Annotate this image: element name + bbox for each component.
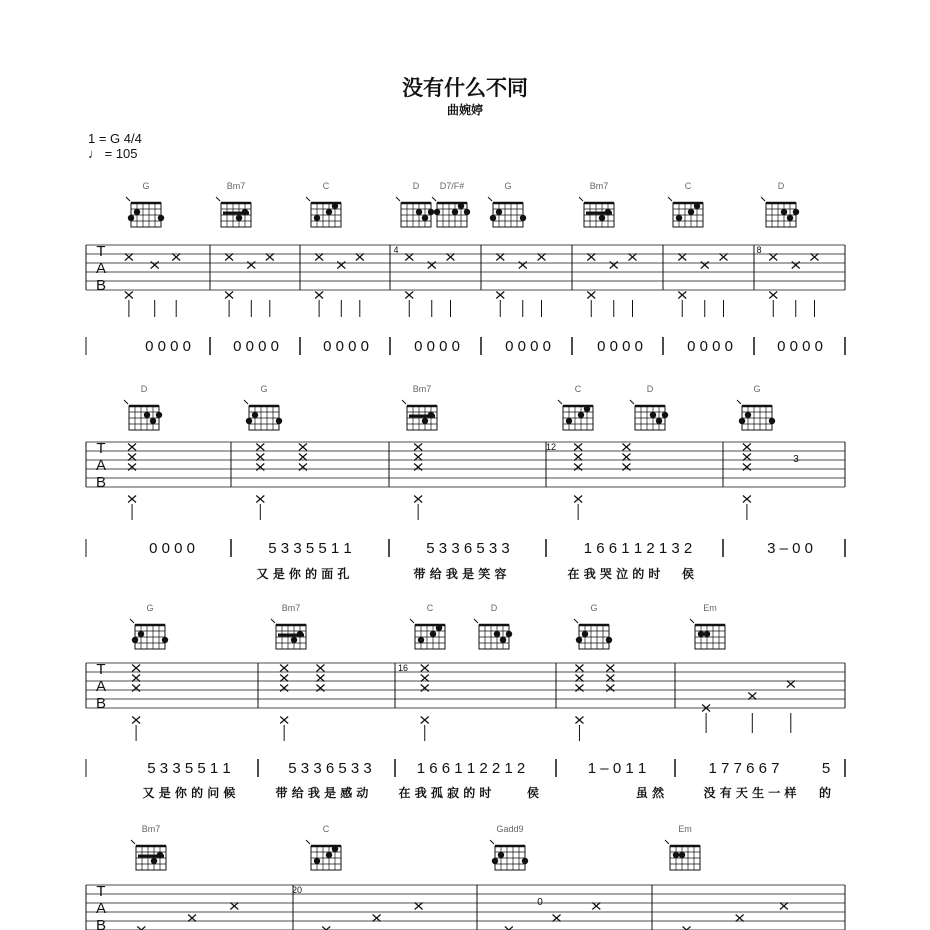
chord-name: G xyxy=(142,181,150,191)
chord-dot xyxy=(252,412,258,418)
chord-mute-mark xyxy=(665,840,669,844)
chord-dot xyxy=(458,203,464,209)
chord-dot xyxy=(576,637,582,643)
chord-diagram-em-5 xyxy=(690,603,725,649)
numbered-notation-measure: 0 0 0 0 xyxy=(597,338,643,355)
chord-name: G xyxy=(146,603,154,613)
bar-number: 16 xyxy=(397,663,409,673)
chord-dot xyxy=(673,852,679,858)
chord-mute-mark xyxy=(216,197,220,201)
chord-dot xyxy=(793,209,799,215)
chord-mute-mark xyxy=(690,619,694,623)
chord-mute-mark xyxy=(761,197,765,201)
numbered-notation-measure: 0 0 0 0 xyxy=(414,338,460,355)
lyric-line: 虽 然 xyxy=(635,786,665,800)
chord-dot xyxy=(787,215,793,221)
tab-clef-b: B xyxy=(95,277,107,294)
chord-mute-mark xyxy=(244,400,248,404)
chord-dot xyxy=(494,631,500,637)
chord-name: Em xyxy=(678,824,692,834)
chord-name: C xyxy=(322,824,330,834)
chord-dot xyxy=(326,852,332,858)
chord-mute-mark xyxy=(488,197,492,201)
chord-mute-mark xyxy=(574,619,578,623)
chord-dot xyxy=(500,637,506,643)
lyric-line: 带 给 我 是 笑 容 xyxy=(413,567,507,581)
chord-dot xyxy=(688,209,694,215)
numbered-notation-measure: 5 3 3 6 5 3 3 xyxy=(288,760,372,777)
chord-diagram-c-1 xyxy=(306,824,341,870)
chord-dot xyxy=(506,631,512,637)
chord-diagram-d-8 xyxy=(761,181,799,227)
tab-clef-t: T xyxy=(96,661,106,678)
numbered-notation-measure: 0 0 0 0 xyxy=(233,338,279,355)
chord-name: D7/F# xyxy=(439,181,465,191)
chord-dot xyxy=(291,637,297,643)
lyric-line: 侯 xyxy=(681,567,695,581)
chord-dot xyxy=(676,215,682,221)
chord-dot xyxy=(156,412,162,418)
chord-dot xyxy=(236,215,242,221)
chord-name: C xyxy=(322,181,330,191)
chord-dot xyxy=(520,215,526,221)
lyric-line: 没 有 天 生 一 样 xyxy=(703,786,797,800)
chord-dot xyxy=(694,203,700,209)
chord-dot xyxy=(332,846,338,852)
tab-clef-a: A xyxy=(95,900,107,917)
chord-name: G xyxy=(590,603,598,613)
numbered-notation-measure: 1 – 0 1 1 xyxy=(587,760,647,777)
chord-dot xyxy=(150,418,156,424)
chord-dot xyxy=(698,631,704,637)
numbered-notation-measure: 0 0 0 0 xyxy=(777,338,823,355)
tab-clef-a: A xyxy=(95,457,107,474)
bar-number: 20 xyxy=(291,885,303,895)
chord-diagram-g-5 xyxy=(488,181,526,227)
chord-dot xyxy=(679,852,685,858)
chord-dot xyxy=(428,412,434,418)
song-title: 没有什么不同 xyxy=(402,76,528,100)
chord-mute-mark xyxy=(271,619,275,623)
chord-name: Bm7 xyxy=(589,181,609,191)
lyric-line: 侯 xyxy=(526,786,540,800)
chord-dot xyxy=(162,637,168,643)
chord-dot xyxy=(151,858,157,864)
chord-name: Bm7 xyxy=(412,384,432,394)
key-signature: 1 = G 4/4 xyxy=(88,131,142,146)
chord-dot xyxy=(566,418,572,424)
lyric-line: 在 我 孤 寂 的 时 xyxy=(398,786,492,800)
chord-dot xyxy=(314,858,320,864)
chord-mute-mark xyxy=(558,400,562,404)
chord-diagram-d7f-4 xyxy=(432,181,470,227)
chord-dot xyxy=(430,631,436,637)
chord-mute-mark xyxy=(432,197,436,201)
chord-diagram-bm7-0 xyxy=(131,824,166,870)
chord-diagram-c-3 xyxy=(558,384,593,430)
numbered-notation-measure: 3 – 0 0 xyxy=(767,540,813,557)
numbered-notation-measure: 5 3 3 6 5 3 3 xyxy=(426,540,510,557)
numbered-notation-measure: 1 6 6 1 1 2 1 3 2 xyxy=(583,540,693,557)
chord-dot xyxy=(326,209,332,215)
chord-name: Bm7 xyxy=(226,181,246,191)
chord-name: D xyxy=(777,181,785,191)
chord-dot xyxy=(418,637,424,643)
bar-number: 4 xyxy=(393,245,399,255)
chord-dot xyxy=(436,625,442,631)
chord-diagram-g-4 xyxy=(574,603,612,649)
chord-dot xyxy=(769,418,775,424)
tab-clef-a: A xyxy=(95,260,107,277)
lyric-line: 又 是 你 的 问 候 xyxy=(142,786,236,800)
tab-clef-t: T xyxy=(96,440,106,457)
chord-dot xyxy=(656,418,662,424)
chord-name: Em xyxy=(703,603,717,613)
chord-diagram-c-2 xyxy=(306,181,341,227)
chord-dot xyxy=(428,209,434,215)
chord-dot xyxy=(138,631,144,637)
chord-diagram-c-2 xyxy=(410,603,445,649)
chord-name: C xyxy=(684,181,692,191)
chord-dot xyxy=(157,852,163,858)
numbered-notation-measure: 5 xyxy=(821,760,831,777)
chord-mute-mark xyxy=(131,840,135,844)
chord-diagram-g-0 xyxy=(130,603,168,649)
lyric-line: 的 xyxy=(818,786,832,800)
chord-diagram-gadd9-2 xyxy=(490,824,528,870)
bar-number: 8 xyxy=(756,245,762,255)
tab-clef-b: B xyxy=(95,917,107,930)
chord-dot xyxy=(246,418,252,424)
tab-fret-number: 3 xyxy=(793,454,799,465)
numbered-notation-measure: 0 0 0 0 xyxy=(323,338,369,355)
chord-dot xyxy=(605,209,611,215)
chord-name: Bm7 xyxy=(141,824,161,834)
chord-mute-mark xyxy=(306,840,310,844)
chord-dot xyxy=(599,215,605,221)
chord-name: G xyxy=(753,384,761,394)
chord-dot xyxy=(496,209,502,215)
numbered-notation-measure: 5 3 3 5 5 1 1 xyxy=(268,540,352,557)
chord-dot xyxy=(578,412,584,418)
chord-dot xyxy=(158,215,164,221)
lyric-line: 带 给 我 是 感 动 xyxy=(275,786,369,800)
chord-dot xyxy=(739,418,745,424)
tab-clef-t: T xyxy=(96,883,106,900)
tab-clef-t: T xyxy=(96,243,106,260)
song-artist: 曲婉婷 xyxy=(446,103,483,117)
chord-mute-mark xyxy=(737,400,741,404)
chord-mute-mark xyxy=(396,197,400,201)
chord-dot xyxy=(781,209,787,215)
chord-name: Gadd9 xyxy=(496,824,524,834)
bar-number: 12 xyxy=(545,442,557,452)
chord-dot xyxy=(490,215,496,221)
chord-dot xyxy=(144,412,150,418)
tab-clef-b: B xyxy=(95,474,107,491)
chord-diagram-c-7 xyxy=(668,181,703,227)
chord-dot xyxy=(650,412,656,418)
chord-name: G xyxy=(260,384,268,394)
chord-dot xyxy=(297,631,303,637)
chord-diagram-bm7-2 xyxy=(402,384,437,430)
chord-dot xyxy=(662,412,668,418)
chord-diagram-bm7-6 xyxy=(579,181,614,227)
chord-mute-mark xyxy=(306,197,310,201)
chord-name: Bm7 xyxy=(281,603,301,613)
lyric-line: 又 是 你 的 面 孔 xyxy=(256,567,350,581)
numbered-notation-measure: 0 0 0 0 xyxy=(687,338,733,355)
chord-mute-mark xyxy=(490,840,494,844)
chord-diagram-d-3 xyxy=(474,603,512,649)
tempo-marking: ♩ = 105 xyxy=(88,146,138,161)
chord-name: D xyxy=(412,181,420,191)
chord-dot xyxy=(704,631,710,637)
chord-diagram-d-4 xyxy=(630,384,668,430)
chord-dot xyxy=(582,631,588,637)
numbered-notation-measure: 0 0 0 0 xyxy=(505,338,551,355)
chord-dot xyxy=(422,215,428,221)
chord-dot xyxy=(416,209,422,215)
chord-name: C xyxy=(426,603,434,613)
chord-dot xyxy=(134,209,140,215)
numbered-notation-measure: 0 0 0 0 xyxy=(145,338,191,355)
chord-dot xyxy=(492,858,498,864)
chord-dot xyxy=(132,637,138,643)
numbered-notation-measure: 0 0 0 0 xyxy=(149,540,195,557)
chord-mute-mark xyxy=(410,619,414,623)
chord-dot xyxy=(128,215,134,221)
chord-diagram-g-0 xyxy=(126,181,164,227)
chord-diagram-g-1 xyxy=(244,384,282,430)
chord-dot xyxy=(276,418,282,424)
chord-diagram-em-3 xyxy=(665,824,700,870)
chord-diagram-bm7-1 xyxy=(216,181,251,227)
chord-mute-mark xyxy=(402,400,406,404)
chord-dot xyxy=(606,637,612,643)
lyric-line: 在 我 哭 泣 的 时 xyxy=(567,567,661,581)
tab-fret-number: 0 xyxy=(537,897,543,908)
numbered-notation-measure: 1 6 6 1 1 2 2 1 2 xyxy=(416,760,526,777)
tab-clef-a: A xyxy=(95,678,107,695)
chord-mute-mark xyxy=(124,400,128,404)
chord-mute-mark xyxy=(474,619,478,623)
chord-name: G xyxy=(504,181,512,191)
chord-mute-mark xyxy=(126,197,130,201)
chord-dot xyxy=(242,209,248,215)
chord-dot xyxy=(314,215,320,221)
chord-dot xyxy=(584,406,590,412)
chord-mute-mark xyxy=(579,197,583,201)
chord-dot xyxy=(422,418,428,424)
chord-mute-mark xyxy=(630,400,634,404)
chord-mute-mark xyxy=(668,197,672,201)
chord-dot xyxy=(464,209,470,215)
chord-name: D xyxy=(646,384,654,394)
chord-mute-mark xyxy=(130,619,134,623)
chord-name: C xyxy=(574,384,582,394)
chord-dot xyxy=(434,209,440,215)
chord-diagram-d-3 xyxy=(396,181,434,227)
chord-diagram-bm7-1 xyxy=(271,603,306,649)
chord-dot xyxy=(332,203,338,209)
chord-name: D xyxy=(490,603,498,613)
chord-dot xyxy=(522,858,528,864)
chord-dot xyxy=(498,852,504,858)
chord-diagram-g-5 xyxy=(737,384,775,430)
tab-clef-b: B xyxy=(95,695,107,712)
chord-dot xyxy=(745,412,751,418)
numbered-notation-measure: 1 7 7 6 6 7 xyxy=(708,760,780,777)
chord-name: D xyxy=(140,384,148,394)
chord-diagram-d-0 xyxy=(124,384,162,430)
chord-dot xyxy=(452,209,458,215)
numbered-notation-measure: 5 3 3 5 5 1 1 xyxy=(147,760,231,777)
